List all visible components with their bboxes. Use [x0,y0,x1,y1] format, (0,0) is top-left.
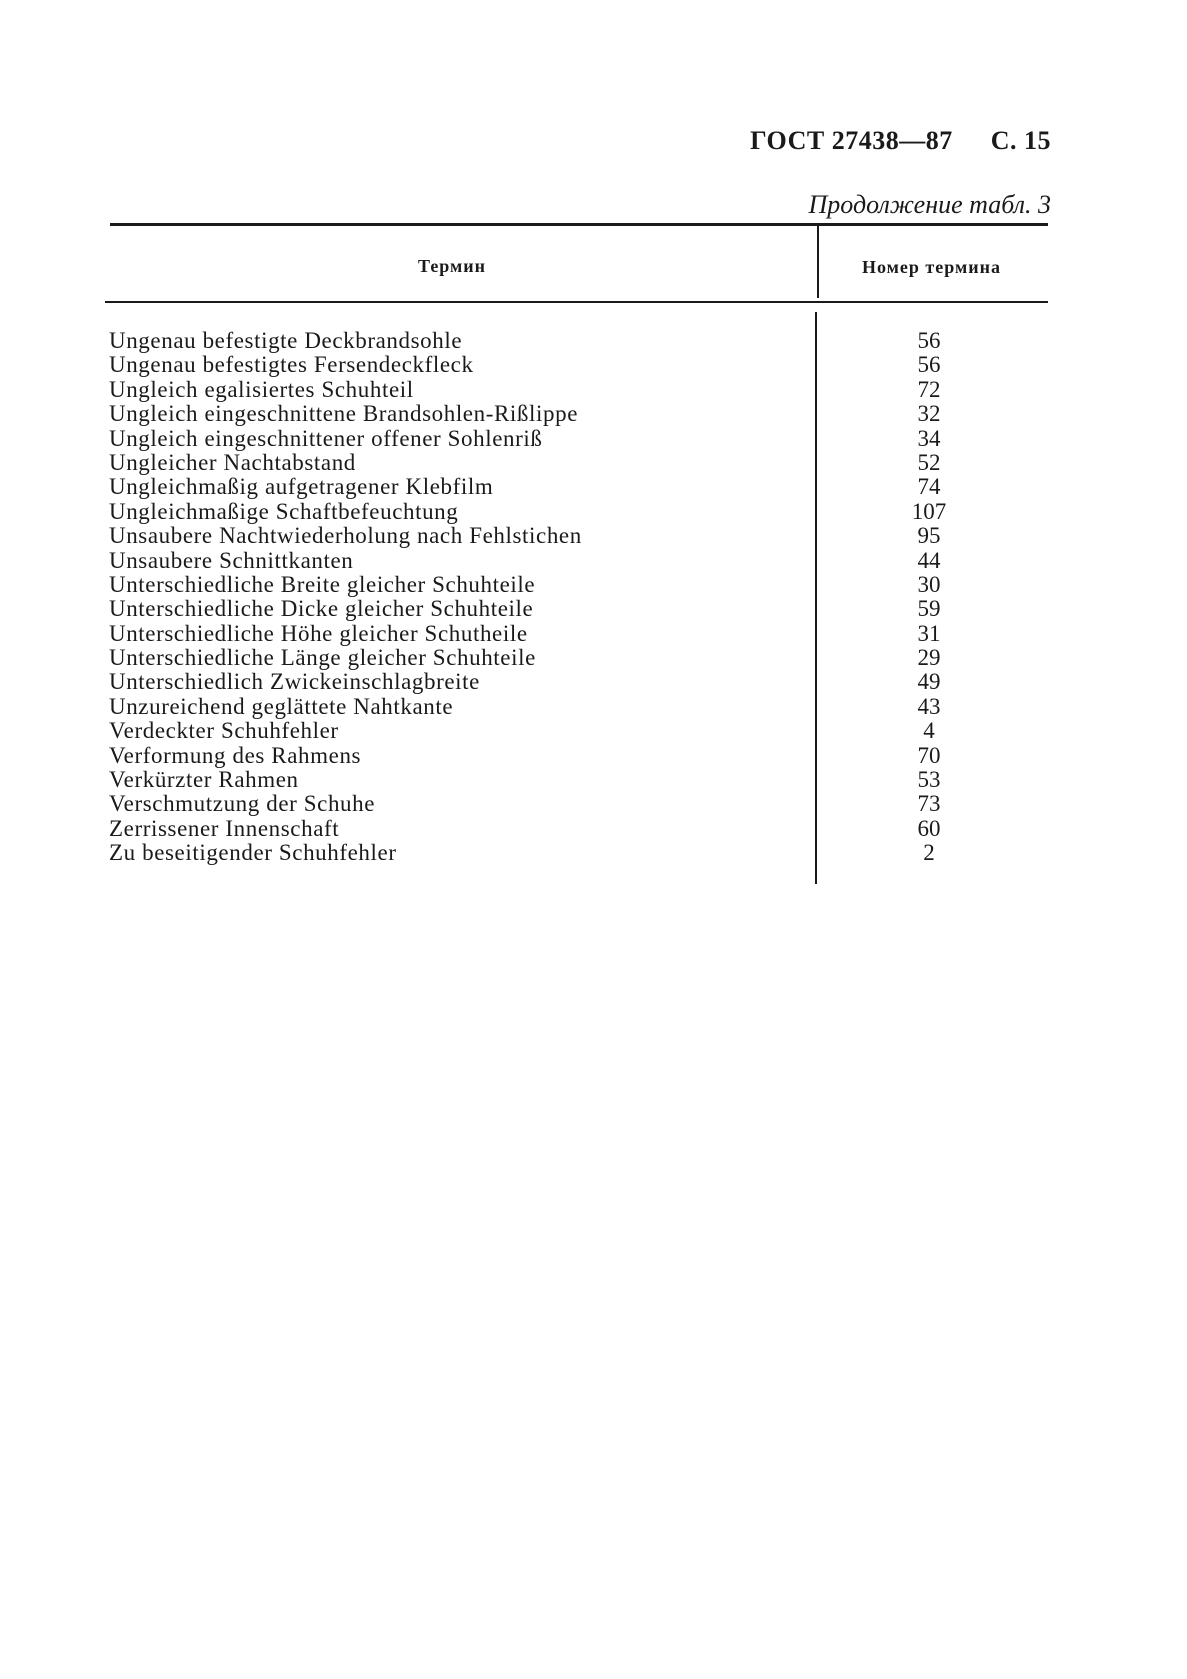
term-cell: Unterschiedlich Zwickeinschlagbreite [109,669,480,695]
term-cell: Zerrissener Innenschaft [109,815,340,841]
term-cell: Unterschiedliche Breite gleicher Schuhteile [109,571,536,597]
table-row [0,378,1187,402]
table-continuation-label: Продолжение табл. 3 [808,190,1051,219]
table-row [0,768,1187,792]
term-number-cell: 30 [917,571,941,597]
table-row [0,670,1187,694]
table-header-rule [105,301,1048,303]
term-cell: Unzureichend geglättete Nahtkante [109,693,454,719]
standard-number: ГОСТ 27438—87 [750,126,953,155]
term-number-cell: 107 [911,498,947,524]
term-cell: Verdeckter Schuhfehler [109,718,339,744]
term-number-cell: 95 [917,523,941,549]
table-row [0,646,1187,670]
column-header-term: Термин [418,256,487,276]
term-cell: Unsaubere Nachtwiederholung nach Fehlstichen [109,523,582,549]
table-row [0,622,1187,646]
term-cell: Unterschiedliche Länge gleicher Schuhteile [109,645,536,671]
term-cell: Ungleich egalisiertes Schuhteil [109,376,414,402]
table-row [0,597,1187,621]
term-number-cell: 74 [917,474,941,500]
term-number-cell: 34 [917,425,941,451]
term-cell: Ungleichmaßig aufgetragener Klebfilm [109,474,494,500]
term-number-cell: 49 [917,669,941,695]
term-cell: Verkürzter Rahmen [109,767,299,793]
page-header [750,126,1051,156]
term-number-cell: 52 [917,449,941,475]
term-number-cell: 29 [917,645,941,671]
table-row [0,719,1187,743]
table-row [0,451,1187,475]
table-row [0,427,1187,451]
term-number-cell: 4 [923,718,935,744]
header-column-divider [817,226,819,298]
term-number-cell: 44 [917,547,941,573]
table-row [0,695,1187,719]
table-body [0,329,1187,866]
table-row [0,524,1187,548]
term-cell: Ungleich eingeschnittene Brandsohlen-Rißlippe [109,401,578,427]
term-cell: Ungleicher Nachtabstand [109,449,356,475]
term-number-cell: 73 [917,791,941,817]
term-number-cell: 32 [917,401,941,427]
table-row [0,475,1187,499]
table-row [0,744,1187,768]
table-row [0,329,1187,353]
term-number-cell: 70 [917,742,941,768]
table-top-rule [110,223,1048,226]
table-row [0,817,1187,841]
table-row [0,402,1187,426]
table-row [0,500,1187,524]
table-row [0,549,1187,573]
term-cell: Ungenau befestigte Deckbrandsohle [109,328,463,353]
term-cell: Zu beseitigender Schuhfehler [109,840,397,866]
term-number-cell: 59 [917,596,941,622]
term-cell: Unterschiedliche Höhe gleicher Schutheile [109,620,528,646]
term-cell: Ungleichmaßige Schaftbefeuchtung [109,498,459,524]
table-row [0,353,1187,377]
term-number-cell: 56 [917,352,941,378]
term-number-cell: 53 [917,767,941,793]
term-number-cell: 2 [923,840,935,866]
term-number-cell: 56 [917,328,941,353]
term-number-cell: 60 [917,815,941,841]
page-number: С. 15 [990,126,1051,155]
term-cell: Verschmutzung der Schuhe [109,791,376,817]
term-cell: Unsaubere Schnittkanten [109,547,354,573]
term-number-cell: 43 [917,693,941,719]
term-number-cell: 72 [917,376,941,402]
column-header-number: Номер термина [862,257,1001,277]
term-cell: Ungenau befestigtes Fersendeckfleck [109,352,474,378]
table-row [0,841,1187,865]
term-cell: Unterschiedliche Dicke gleicher Schuhteile [109,596,534,622]
term-cell: Ungleich eingeschnittener offener Sohlenriß [109,425,543,451]
term-cell: Verformung des Rahmens [109,742,362,768]
table-row [0,573,1187,597]
term-number-cell: 31 [917,620,941,646]
table-row [0,792,1187,816]
